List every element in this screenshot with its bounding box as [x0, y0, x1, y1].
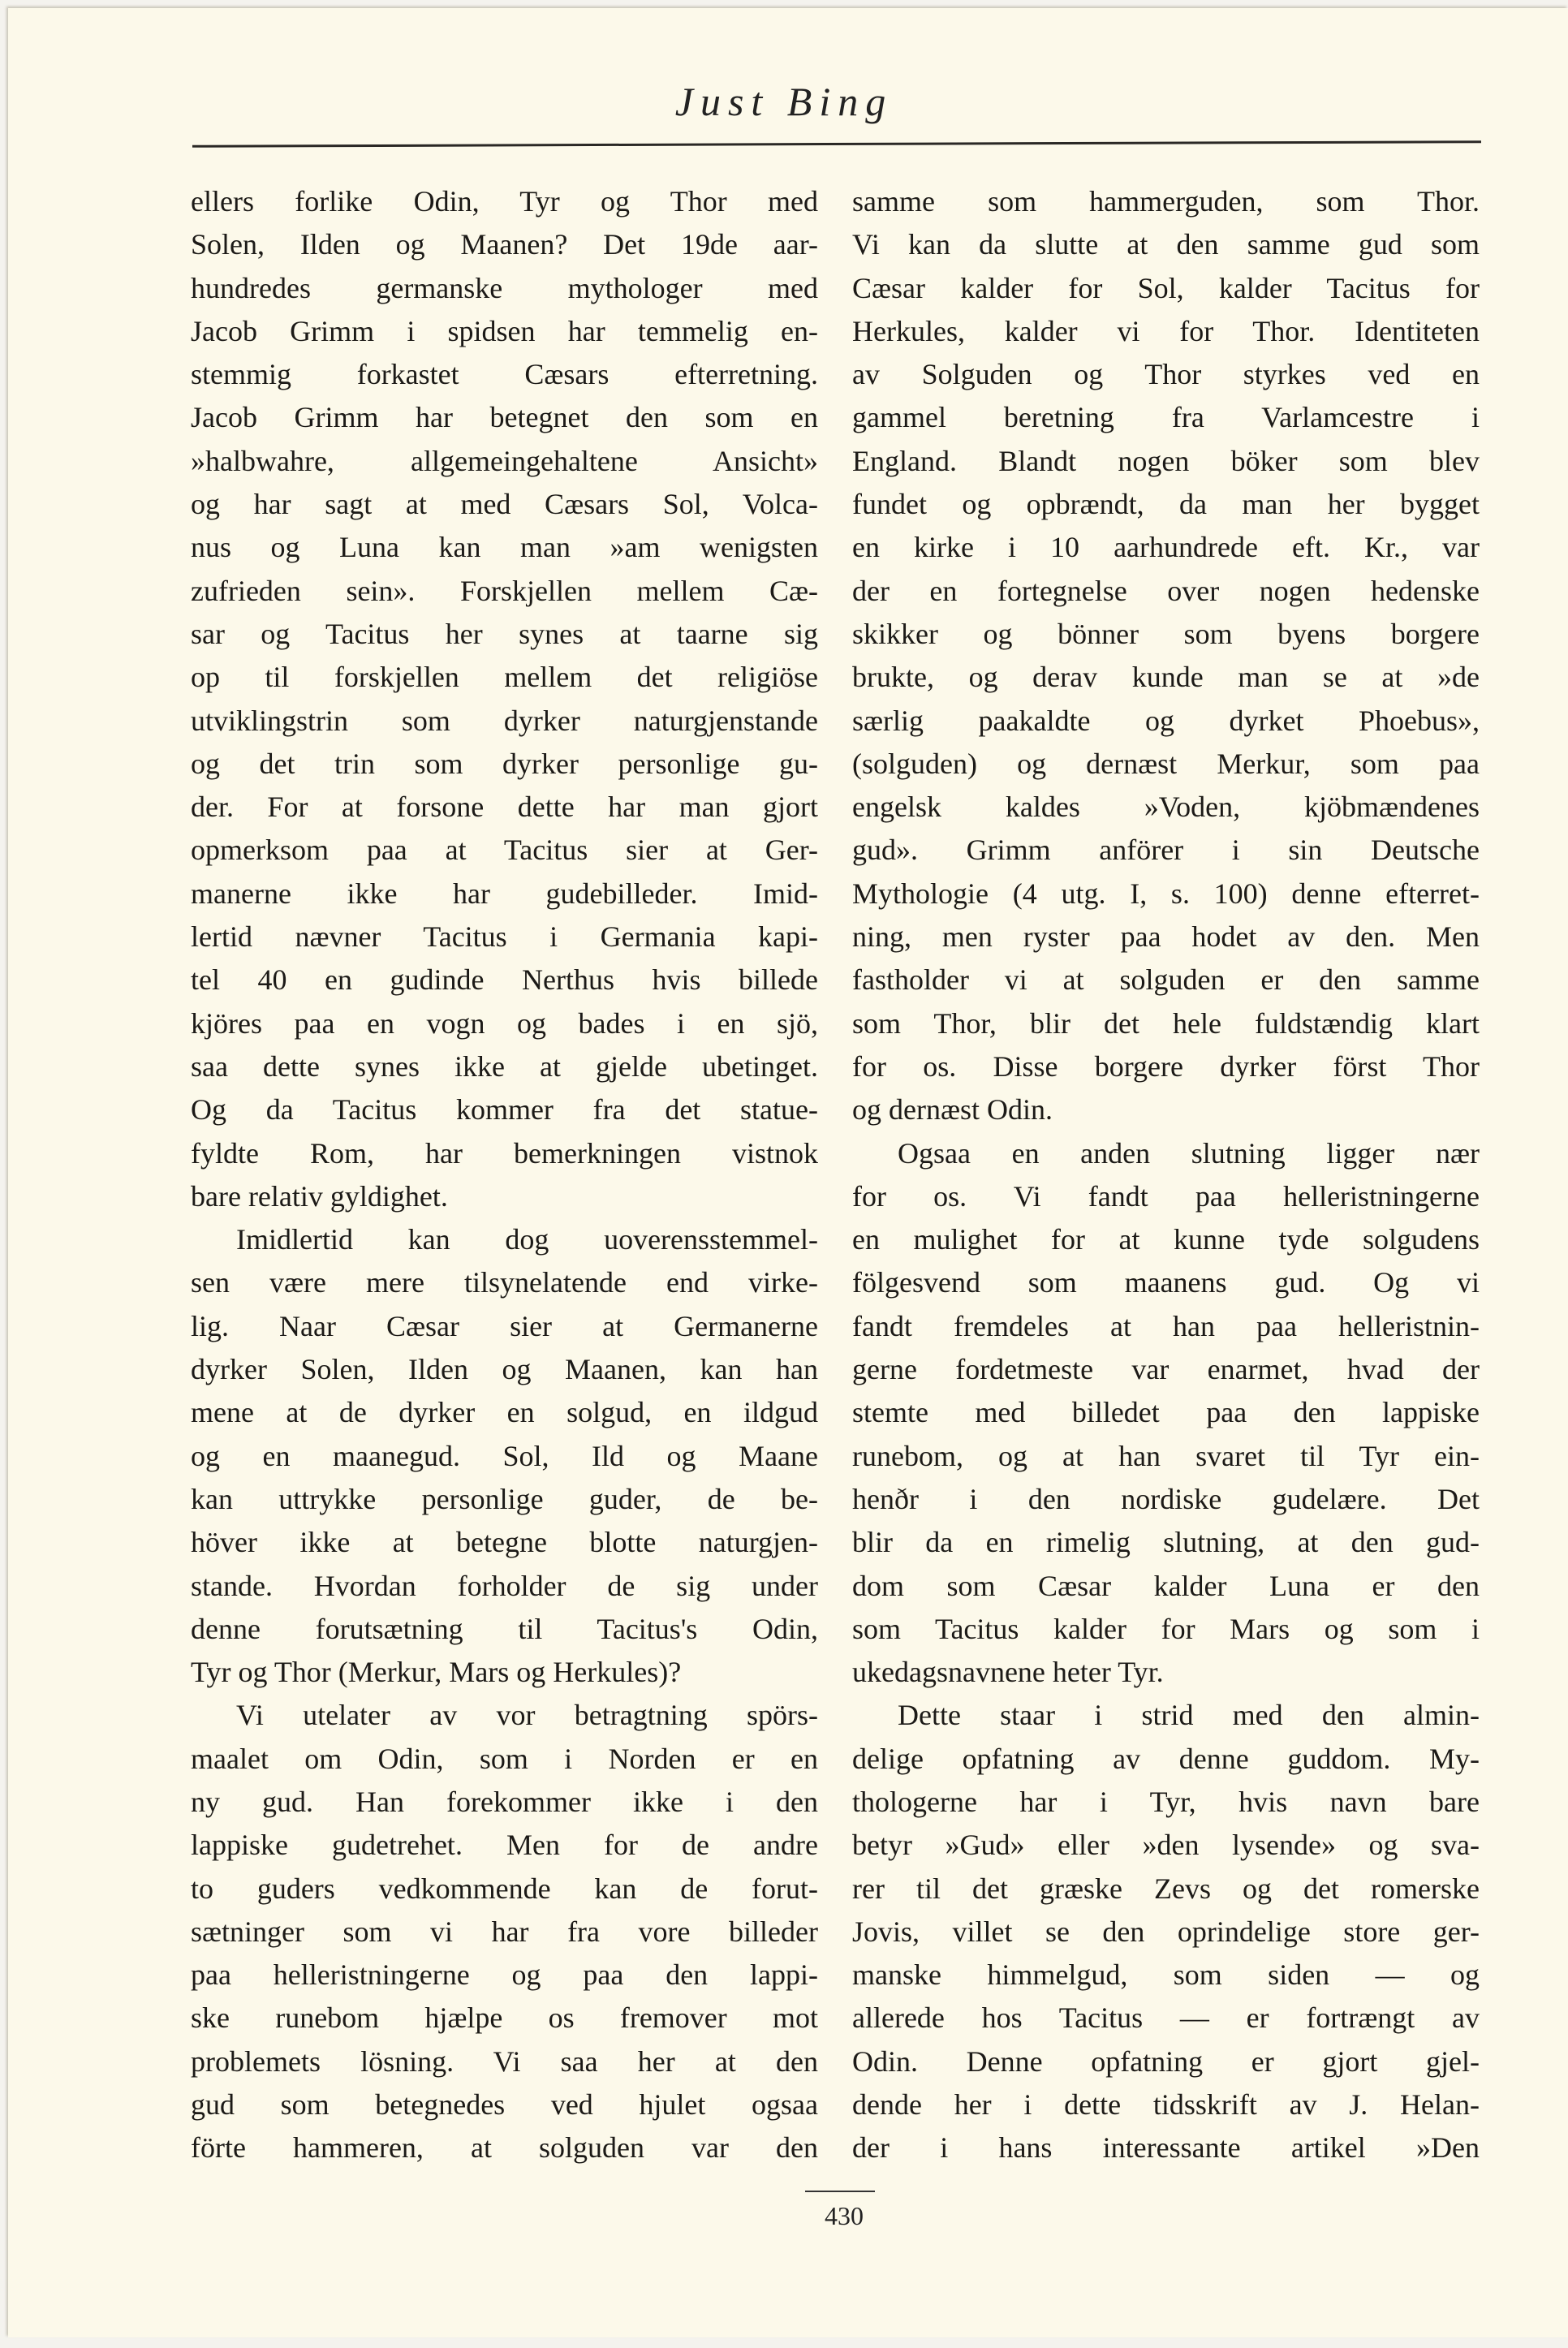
text-line: to guders vedkommende kan de forut- — [191, 1872, 818, 1905]
text-line: fandt fremdeles at han paa helleristnin- — [852, 1309, 1480, 1342]
right-text-column — [852, 180, 1480, 2170]
text-line: gammel beretning fra Varlamcestre i — [852, 401, 1480, 434]
text-line: Jovis, villet se den oprindelige store ger- — [852, 1915, 1480, 1948]
text-line: tel 40 en gudinde Nerthus hvis billede — [191, 963, 818, 997]
text-line: Jacob Grimm i spidsen har temmelig en- — [191, 314, 818, 347]
text-line: Vi kan da slutte at den samme gud som — [852, 228, 1480, 261]
text-line: for os. Vi fandt paa helleristningerne — [852, 1179, 1480, 1213]
text-line: sar og Tacitus her synes at taarne sig — [191, 617, 818, 650]
text-line: Imidlertid kan dog uoverensstemmel- — [236, 1223, 818, 1256]
text-line: som Tacitus kalder for Mars og som i — [852, 1612, 1480, 1645]
text-line: Jacob Grimm har betegnet den som en — [191, 401, 818, 434]
text-line: Solen, Ilden og Maanen? Det 19de aar- — [191, 228, 818, 261]
text-line: betyr »Gud» eller »den lysende» og sva- — [852, 1829, 1480, 1862]
text-line: Og da Tacitus kommer fra det statue- — [191, 1093, 818, 1127]
text-line: kan uttrykke personlige guder, de be- — [191, 1482, 818, 1515]
text-line: bare relativ gyldighet. — [191, 1179, 448, 1213]
text-line: Odin. Denne opfatning er gjort gjel- — [852, 2044, 1480, 2078]
page-number: 430 — [825, 2201, 864, 2230]
text-line: delige opfatning av denne guddom. My- — [852, 1742, 1480, 1775]
text-line: stemte med billedet paa den lappiske — [852, 1396, 1480, 1429]
text-line: höver ikke at betegne blotte naturgjen- — [191, 1526, 818, 1559]
text-line: en mulighet for at kunne tyde solgudens — [852, 1223, 1480, 1256]
text-line: rer til det græske Zevs og det romerske — [852, 1872, 1480, 1905]
text-line: saa dette synes ikke at gjelde ubetinget. — [191, 1049, 818, 1083]
text-line: thologerne har i Tyr, hvis navn bare — [852, 1785, 1480, 1818]
text-line: Tyr og Thor (Merkur, Mars og Herkules)? — [191, 1656, 682, 1689]
running-header: Just Bing — [674, 79, 894, 124]
text-line: blir da en rimelig slutning, at den gud- — [852, 1526, 1480, 1559]
text-line: Dette staar i strid med den almin- — [898, 1699, 1480, 1732]
text-line: ellers forlike Odin, Tyr og Thor med — [191, 185, 818, 218]
text-line: mene at de dyrker en solgud, en ildgud — [191, 1396, 818, 1429]
text-line: stande. Hvordan forholder de sig under — [191, 1569, 818, 1602]
text-line: zufrieden sein». Forskjellen mellem Cæ- — [191, 574, 818, 607]
text-line: særlig paakaldte og dyrket Phoebus», — [852, 704, 1480, 737]
text-line: lertid nævner Tacitus i Germania kapi- — [191, 920, 818, 954]
text-line: problemets lösning. Vi saa her at den — [191, 2044, 818, 2078]
text-line: manerne ikke har gudebilleder. Imid- — [191, 877, 818, 910]
text-line: utviklingstrin som dyrker naturgjenstande — [191, 704, 818, 737]
text-line: ny gud. Han forekommer ikke i den — [191, 1785, 818, 1818]
text-line: dom som Cæsar kalder Luna er den — [852, 1569, 1480, 1602]
text-line: »halbwahre, allgemeingehaltene Ansicht» — [191, 444, 818, 477]
text-line: ukedagsnavnene heter Tyr. — [852, 1656, 1164, 1689]
left-text-column — [191, 180, 818, 2170]
text-line: maalet om Odin, som i Norden er en — [191, 1742, 818, 1775]
text-line: England. Blandt nogen böker som blev — [852, 444, 1480, 477]
text-line: dyrker Solen, Ilden og Maanen, kan han — [191, 1353, 818, 1386]
text-line: brukte, og derav kunde man se at »de — [852, 661, 1480, 694]
text-line: stemmig forkastet Cæsars efterretning. — [191, 358, 818, 391]
text-line: (solguden) og dernæst Merkur, som paa — [852, 747, 1480, 780]
text-line: og en maanegud. Sol, Ild og Maane — [191, 1439, 818, 1472]
text-line: sen være mere tilsynelatende end virke- — [191, 1266, 818, 1299]
text-line: allerede hos Tacitus — er fortrængt av — [852, 2001, 1480, 2035]
text-line: sætninger som vi har fra vore billeder — [191, 1915, 818, 1948]
text-line: Cæsar kalder for Sol, kalder Tacitus for — [852, 271, 1480, 304]
text-line: ning, men ryster paa hodet av den. Men — [852, 920, 1480, 954]
text-line: en kirke i 10 aarhundrede eft. Kr., var — [852, 531, 1480, 564]
text-line: henðr i den nordiske gudelære. Det — [852, 1482, 1480, 1515]
text-line: dende her i dette tidsskrift av J. Helan- — [852, 2088, 1480, 2122]
text-line: kjöres paa en vogn og bades i en sjö, — [191, 1006, 818, 1040]
text-line: fyldte Rom, har bemerkningen vistnok — [191, 1136, 818, 1170]
text-line: Mythologie (4 utg. I, s. 100) denne efterret- — [852, 877, 1480, 910]
text-line: fundet og opbrændt, da man her bygget — [852, 488, 1480, 521]
text-line: skikker og bönner som byens borgere — [852, 617, 1480, 650]
text-line: Ogsaa en anden slutning ligger nær — [898, 1136, 1480, 1170]
text-line: der i hans interessante artikel »Den — [852, 2131, 1480, 2165]
text-line: förte hammeren, at solguden var den — [191, 2131, 818, 2165]
text-line: gud som betegnedes ved hjulet ogsaa — [191, 2088, 818, 2122]
text-line: engelsk kaldes »Voden, kjöbmændenes — [852, 791, 1480, 824]
text-line: manske himmelgud, som siden — og — [852, 1958, 1480, 1992]
text-line: ske runebom hjælpe os fremover mot — [191, 2001, 818, 2035]
text-line: og har sagt at med Cæsars Sol, Volca- — [191, 488, 818, 521]
text-line: gerne fordetmeste var enarmet, hvad der — [852, 1353, 1480, 1386]
text-line: paa helleristningerne og paa den lappi- — [191, 1958, 818, 1992]
text-line: Herkules, kalder vi for Thor. Identiteten — [852, 314, 1480, 347]
text-line: som Thor, blir det hele fuldstændig klart — [852, 1006, 1480, 1040]
text-line: hundredes germanske mythologer med — [191, 271, 818, 304]
text-line: fastholder vi at solguden er den samme — [852, 963, 1480, 997]
text-line: og dernæst Odin. — [852, 1093, 1053, 1127]
text-line: denne forutsætning til Tacitus's Odin, — [191, 1612, 818, 1645]
text-line: lig. Naar Cæsar sier at Germanerne — [191, 1309, 818, 1342]
text-line: samme som hammerguden, som Thor. — [852, 185, 1480, 218]
text-line: nus og Luna kan man »am wenigsten — [191, 531, 818, 564]
text-line: der. For at forsone dette har man gjort — [191, 791, 818, 824]
text-line: og det trin som dyrker personlige gu- — [191, 747, 818, 780]
text-line: for os. Disse borgere dyrker först Thor — [852, 1049, 1480, 1083]
text-line: op til forskjellen mellem det religiöse — [191, 661, 818, 694]
text-line: Vi utelater av vor betragtning spörs- — [236, 1699, 818, 1732]
text-line: fölgesvend som maanens gud. Og vi — [852, 1266, 1480, 1299]
text-line: av Solguden og Thor styrkes ved en — [852, 358, 1480, 391]
text-line: lappiske gudetrehet. Men for de andre — [191, 1829, 818, 1862]
text-line: der en fortegnelse over nogen hedenske — [852, 574, 1480, 607]
text-line: opmerksom paa at Tacitus sier at Ger- — [191, 834, 818, 867]
footer-rule — [805, 2191, 875, 2192]
text-line: runebom, og at han svaret til Tyr ein- — [852, 1439, 1480, 1472]
text-line: gud». Grimm anförer i sin Deutsche — [852, 834, 1480, 867]
